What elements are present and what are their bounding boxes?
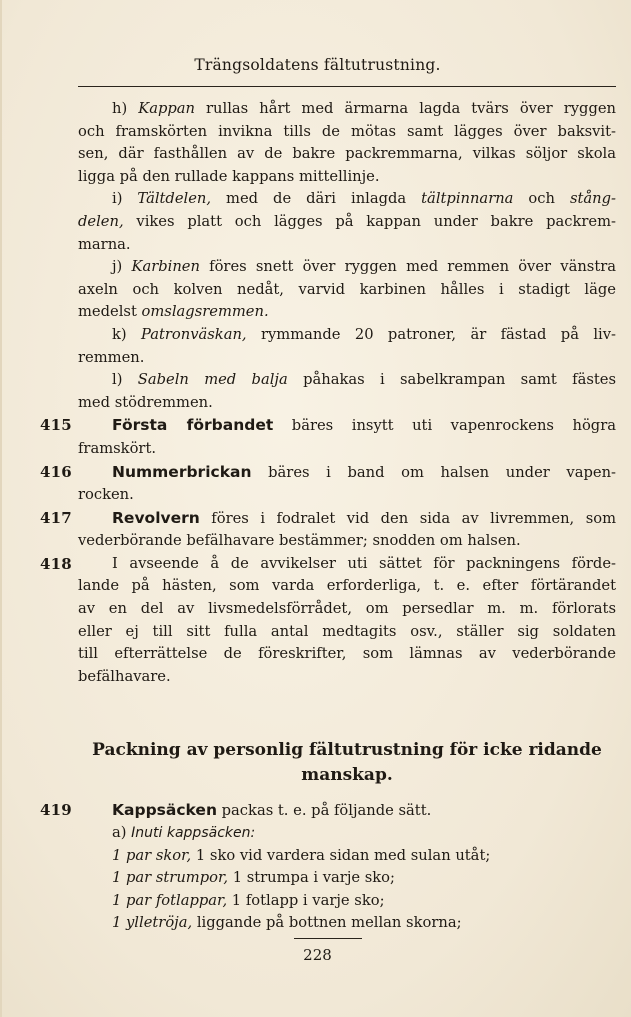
paragraph-l xyxy=(78,369,616,414)
text-line xyxy=(78,301,616,324)
paragraph-417 xyxy=(40,507,616,553)
text-run: liggande på bottnen mellan skorna; xyxy=(192,914,462,932)
text-line: I avseende å de avvikelser uti sättet för packningens förde- xyxy=(112,554,616,572)
text-run: bäres insytt uti vapenrockens högra xyxy=(273,417,616,435)
emphasis: 1 par fotlappar, xyxy=(112,891,228,909)
emphasis: tältpinnarna xyxy=(421,190,514,208)
text-line xyxy=(78,799,616,822)
text-run: 1 strumpa i varje sko; xyxy=(228,869,395,887)
text-line xyxy=(78,211,616,234)
paragraph-number: 415 xyxy=(40,416,72,435)
text-line xyxy=(78,867,616,889)
text-run: rullas hårt med ärmarna lagda tvärs över ryggen xyxy=(194,100,616,117)
text-line xyxy=(78,98,616,121)
bold-term: Första förbandet xyxy=(112,416,274,435)
emphasis: 1 par skor, xyxy=(112,846,192,864)
emphasis: delen, xyxy=(78,212,124,230)
text-run: medelst xyxy=(78,303,142,321)
item-label: i) xyxy=(112,190,138,208)
text-line xyxy=(78,414,616,438)
footer-rule xyxy=(294,938,362,939)
text-line: lande på hästen, som varda erforderliga, t. e. efter förtärandet xyxy=(78,577,616,595)
text-run: påhakas i sabelkrampan samt fästes xyxy=(287,371,616,389)
emphasis: 1 par strumpor, xyxy=(112,869,229,887)
text-line xyxy=(78,188,616,211)
bold-term: Nummerbrickan xyxy=(112,462,252,481)
text-line xyxy=(78,507,616,531)
text-run: föres snett över ryggen med remmen över vänstra xyxy=(199,258,616,276)
text-line: ligga på den rullade kappans mittellinje. xyxy=(78,167,380,185)
text-line: till efterrättelse de föreskrifter, som lämnas av vederbörande xyxy=(78,645,616,663)
emphasis: omslagsremmen. xyxy=(141,303,269,321)
bold-term: Revolvern xyxy=(112,508,200,527)
text-line xyxy=(78,890,616,912)
emphasis: Tältdelen, xyxy=(137,190,212,208)
item-label: j) xyxy=(112,258,132,276)
text-run: 1 sko vid vardera sidan med sulan utåt; xyxy=(191,846,491,864)
paragraph-number: 418 xyxy=(40,554,72,573)
paragraph-418 xyxy=(40,553,616,689)
text-line xyxy=(78,845,616,867)
text-line: marna. xyxy=(78,235,131,253)
main-text xyxy=(40,98,616,688)
text-line: remmen. xyxy=(78,348,145,366)
item-label: k) xyxy=(112,325,142,343)
bold-term: Kappsäcken xyxy=(112,801,217,819)
subheading: Inuti kappsäcken: xyxy=(131,825,256,842)
paragraph-k xyxy=(78,324,616,369)
emphasis: Karbinen xyxy=(131,258,200,276)
text-line: axeln och kolven nedåt, varvid karbinen hålles i stadigt läge xyxy=(78,280,616,298)
text-run: bäres i band om halsen under vapen- xyxy=(251,463,616,481)
section-text xyxy=(40,799,616,934)
emphasis: Sabeln med balja xyxy=(137,371,288,389)
text-line xyxy=(78,256,616,279)
heading-line: Packning av personlig fältutrustning för icke ridande xyxy=(92,740,602,760)
paragraph-number: 417 xyxy=(40,508,72,527)
text-line xyxy=(78,822,616,844)
text-line: och framskörten invikna tills de mötas samt lägges över baksvit- xyxy=(78,122,616,140)
text-line xyxy=(78,461,616,485)
text-run: vikes platt och lägges på kappan under bakre packrem- xyxy=(123,212,616,230)
emphasis: Kappan xyxy=(138,100,195,117)
paragraph-h xyxy=(78,98,616,188)
text-line: sen, där fasthållen av de bakre packremmarna, vilkas söljor skola xyxy=(78,145,616,163)
paragraph-j xyxy=(78,256,616,324)
paragraph-i xyxy=(78,188,616,256)
text-line: framskört. xyxy=(78,439,157,457)
paragraph-419 xyxy=(40,799,616,934)
text-line: vederbörande befälhavare bestämmer; snodden om halsen. xyxy=(78,532,521,550)
emphasis: stång- xyxy=(569,190,616,208)
text-line xyxy=(78,369,616,392)
paragraph-415 xyxy=(40,414,616,460)
item-label: h) xyxy=(112,100,139,117)
text-line xyxy=(78,912,616,934)
header-rule xyxy=(78,86,616,87)
text-line: eller ej till sitt fulla antal medtagits osv., ställer sig soldaten xyxy=(78,622,616,640)
text-line: befälhavare. xyxy=(78,667,171,685)
paragraph-number: 416 xyxy=(40,462,72,481)
text-run: packas t. e. på följande sätt. xyxy=(216,802,432,819)
heading-line: manskap. xyxy=(301,765,393,785)
emphasis: 1 ylletröja, xyxy=(112,914,193,932)
item-label: a) xyxy=(112,824,132,842)
text-run: föres i fodralet vid den sida av livremmen, som xyxy=(199,509,616,527)
running-head: Trängsoldatens fältutrustning. xyxy=(194,56,441,74)
paragraph-number: 419 xyxy=(40,801,72,819)
text-run: och xyxy=(513,190,570,208)
text-run: med de däri inlagda xyxy=(211,190,422,208)
text-line: rocken. xyxy=(78,486,134,504)
page-number: 228 xyxy=(303,946,332,964)
text-line: av en del av livsmedelsförrådet, om persedlar m. m. förlorats xyxy=(78,600,616,618)
text-line xyxy=(78,324,616,347)
text-run: 1 fotlapp i varje sko; xyxy=(227,891,385,909)
section-heading xyxy=(78,738,616,788)
item-label: l) xyxy=(112,371,138,389)
paragraph-416 xyxy=(40,461,616,507)
emphasis: Patronväskan, xyxy=(141,325,247,343)
text-run: rymmande 20 patroner, är fästad på liv- xyxy=(246,325,616,343)
text-line: med stödremmen. xyxy=(78,393,213,411)
